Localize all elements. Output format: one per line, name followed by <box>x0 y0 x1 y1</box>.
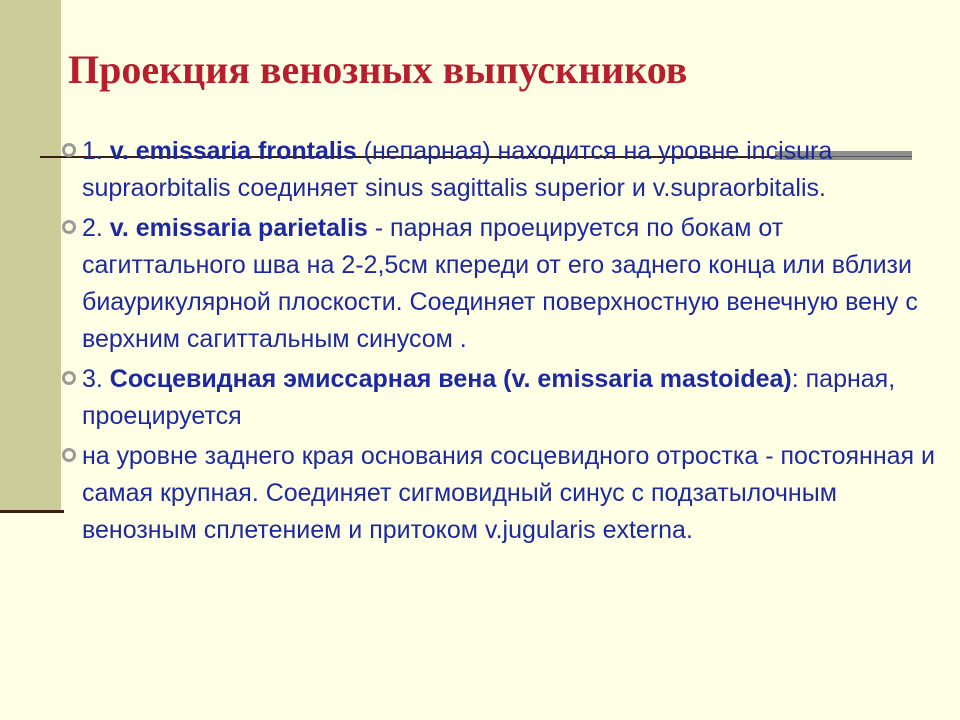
list-item <box>60 438 940 549</box>
list-item <box>60 361 940 435</box>
item-text: (непарная) находится на уровне incisura supraorbitalis соединяет sinus sagittalis superior и v.supraorbitalis. <box>82 137 833 202</box>
bullet-icon <box>62 220 76 234</box>
bullet-icon <box>62 371 76 385</box>
list-item <box>60 210 940 358</box>
item-text: на уровне заднего края основания сосцевидного отростка - постоянная и самая крупная. Соединяет сигмовидный синус с подзатылочным венозным сплетением и притоком v.jugularis externa. <box>82 442 935 544</box>
item-text: - парная проецируется по бокам от сагиттального шва на 2-2,5см кпереди от его заднего конца или вблизи биаурикулярной плоскости. Соединяет поверхностную венечную вену с верхним сагиттальным синусом . <box>82 214 918 353</box>
sidebar-decoration <box>0 0 61 512</box>
item-term: v. emissaria frontalis <box>109 137 357 165</box>
list-item <box>60 133 940 207</box>
item-term: Сосцевидная эмиссарная вена (v. emissaria mastoidea) <box>109 365 792 393</box>
bullet-icon <box>62 448 76 462</box>
item-number: 1. <box>82 137 110 165</box>
item-term: v. emissaria parietalis <box>109 214 368 242</box>
bullet-icon <box>62 143 76 157</box>
slide-title: Проекция венозных выпускников <box>68 47 688 92</box>
sidebar-bottom-rule <box>0 510 64 513</box>
item-number: 2. <box>82 214 110 242</box>
item-number: 3. <box>82 365 110 393</box>
bullet-list <box>60 133 940 552</box>
item-text: : парная, проецируется <box>82 365 896 430</box>
